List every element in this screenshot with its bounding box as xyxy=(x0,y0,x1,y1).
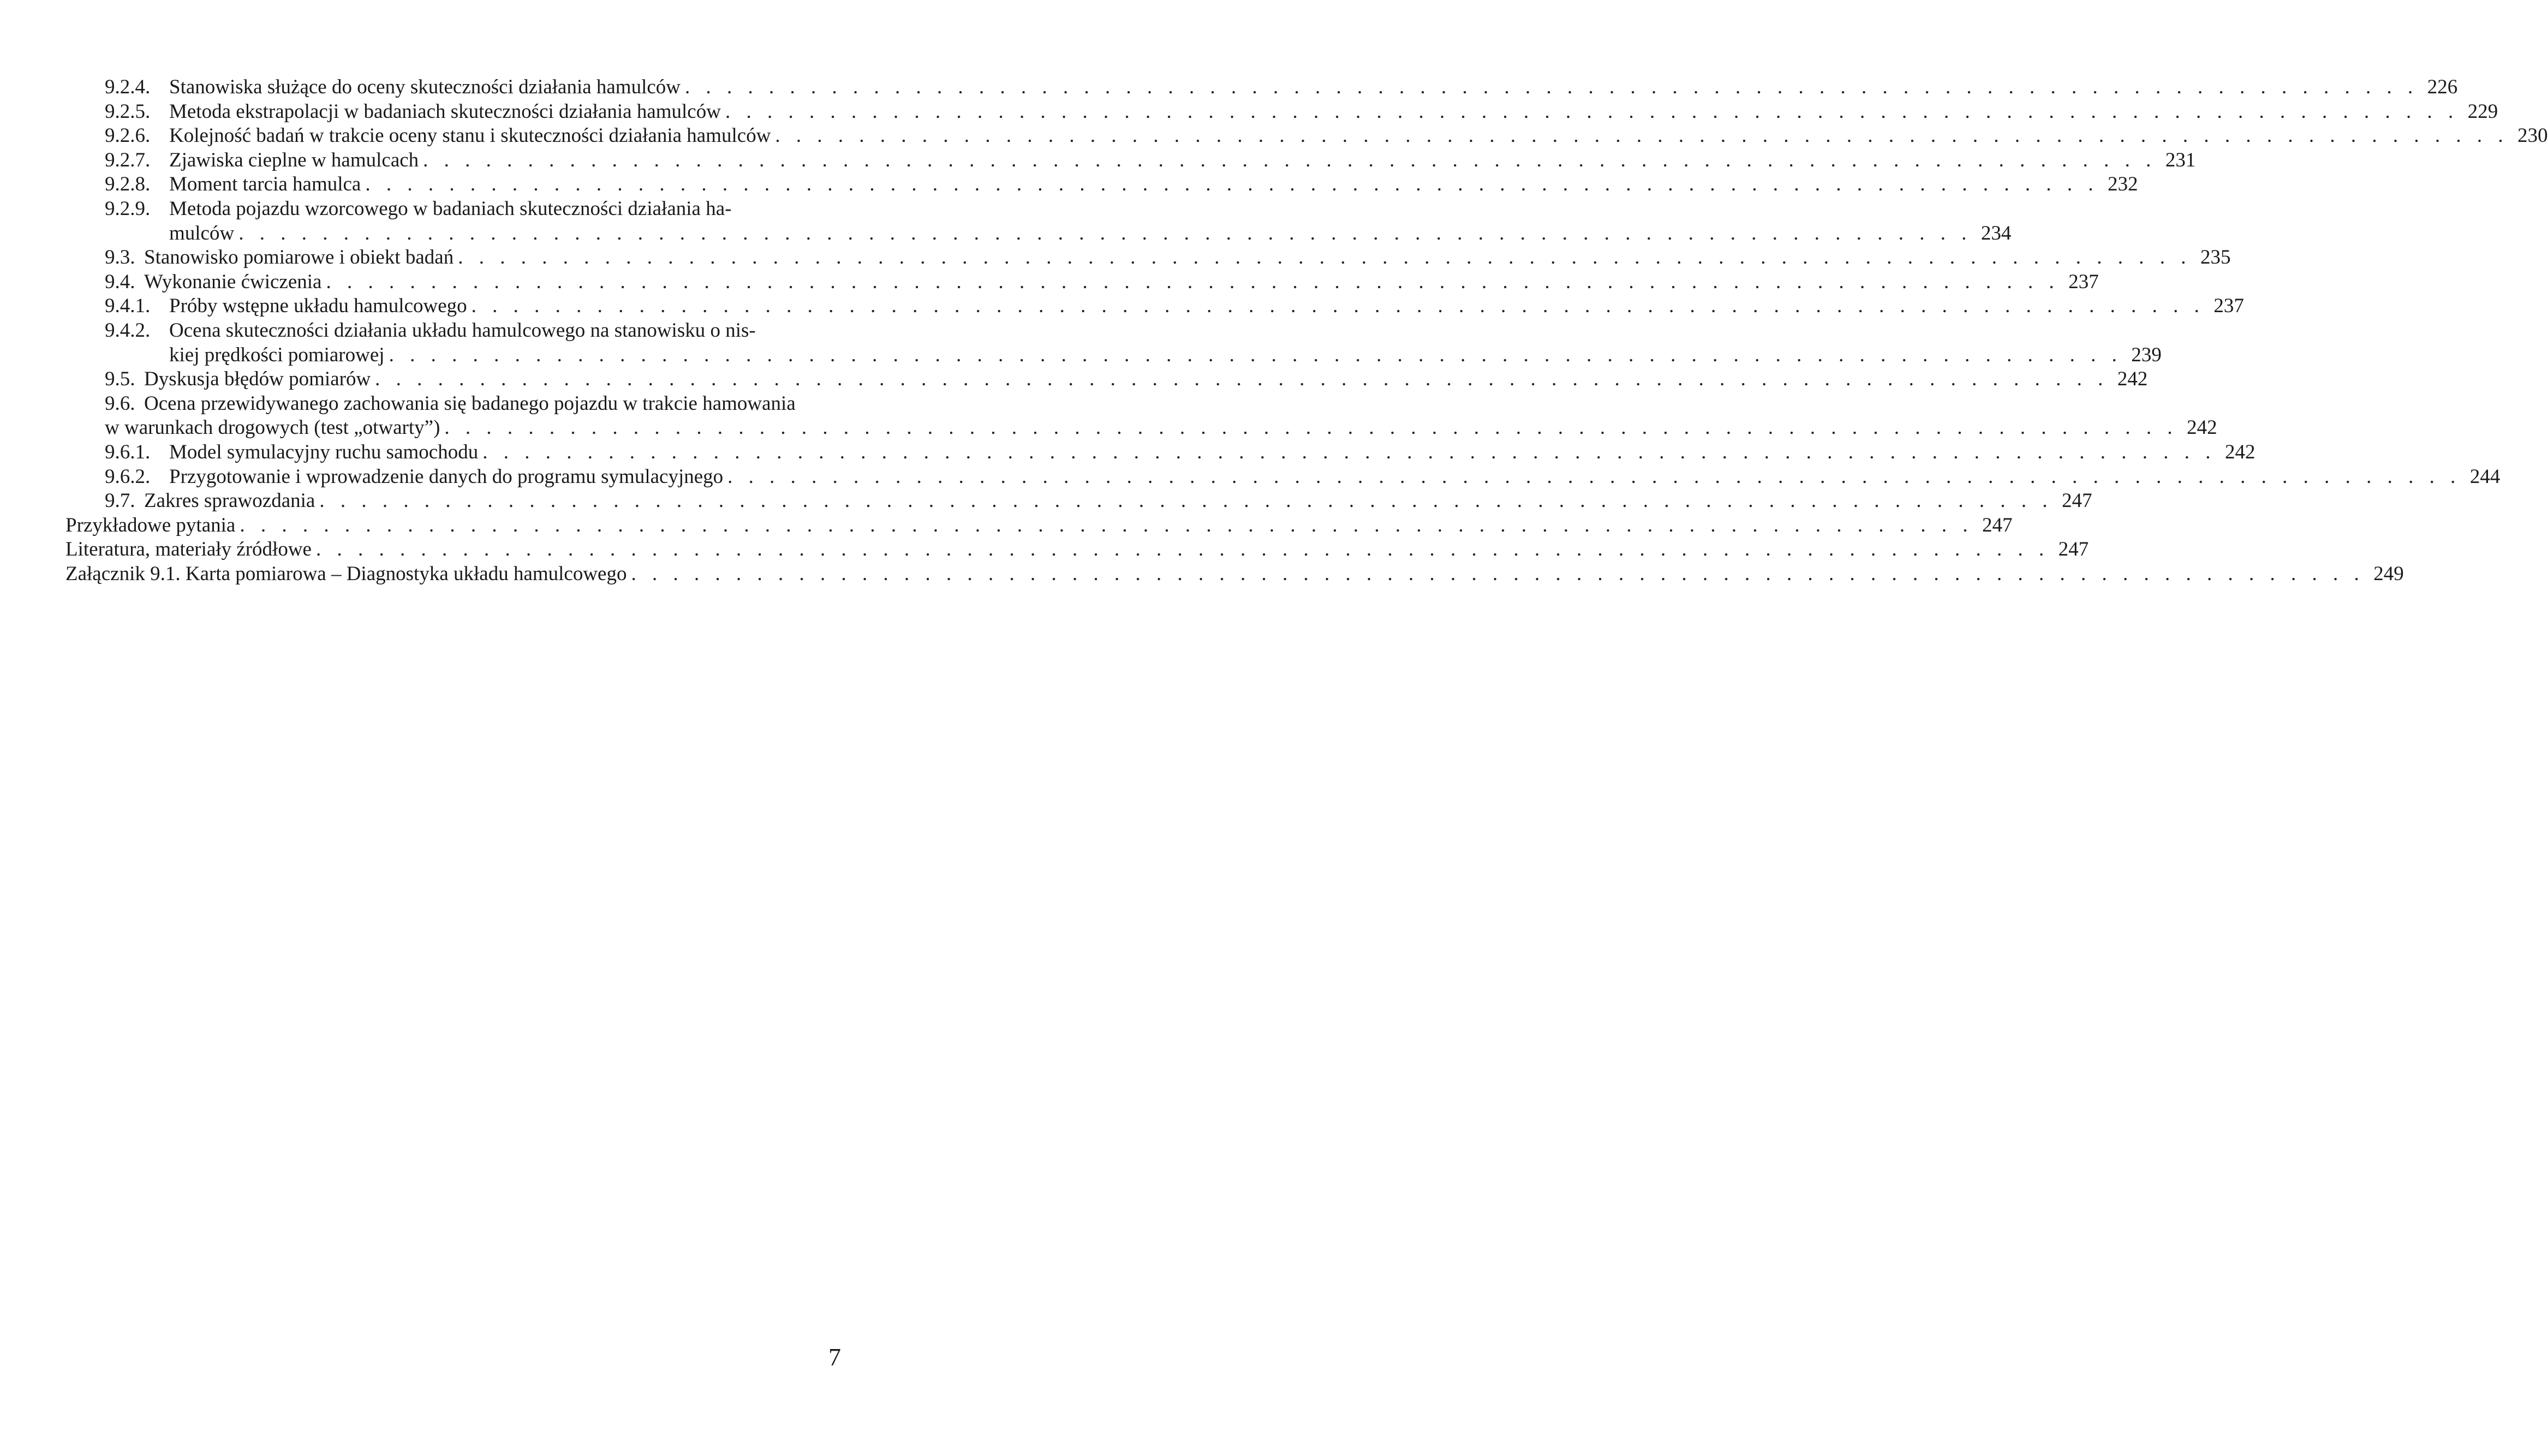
dot-leader: . . . . . . . . . . . . . . . . . . . . . . . . . . . . . . . . . . . . . . . . . . . . . . . . . . . . . . . . . . . . . . . . . . . . . . . . . . . . . . . . . . . xyxy=(315,538,2050,561)
toc-entry-page: 226 xyxy=(2427,76,2458,98)
toc-entry-title: Model symulacyjny ruchu samochodu xyxy=(169,440,479,463)
toc-entry[interactable] xyxy=(65,465,2501,490)
toc-entry-number: 9.4.1. xyxy=(105,295,151,318)
dot-leader: . . . . . . . . . . . . . . . . . . . . . . . . . . . . . . . . . . . . . . . . . . . . . . . . . . . . . . . . . . . . . . . . . . . . . . . . . . . . . . . . . . . xyxy=(240,514,1973,536)
toc-entry-title: Ocena skuteczności działania układu hamulcowego na stanowisku o nis- xyxy=(169,319,756,342)
toc-entry-title: Wykonanie ćwiczenia xyxy=(144,270,322,293)
dot-leader: . . . . . . . . . . . . . . . . . . . . . . . . . . . . . . . . . . . . . . . . . . . . . . . . . . . . . . . . . . . . . . . . . . . . . . . . . . . . . . . . . . . xyxy=(631,562,2365,585)
dot-leader: . . . . . . . . . . . . . . . . . . . . . . . . . . . . . . . . . . . . . . . . . . . . . . . . . . . . . . . . . . . . . . . . . . . . . . . . . . . . . . . . . . . xyxy=(423,148,2157,171)
toc-entry-number: 9.2.5. xyxy=(105,100,151,123)
toc-entry[interactable] xyxy=(65,197,840,222)
dot-leader: . . . . . . . . . . . . . . . . . . . . . . . . . . . . . . . . . . . . . . . . . . . . . . . . . . . . . . . . . . . . . . . . . . . . . . . . . . . . . . . . . . . xyxy=(775,124,2509,147)
toc-entry-title: Kolejność badań w trakcie oceny stanu i skuteczności działania hamulców xyxy=(169,124,771,147)
toc-entry[interactable] xyxy=(65,100,2498,124)
toc-entry[interactable] xyxy=(65,514,2013,538)
toc-entry[interactable] xyxy=(65,489,2092,514)
toc-entry-page: 234 xyxy=(1980,222,2012,244)
toc-entry-number: 9.6.2. xyxy=(105,465,151,488)
toc-entry-page: 249 xyxy=(2373,562,2404,585)
toc-entry-number: 9.6.1. xyxy=(105,440,151,463)
toc-entry[interactable] xyxy=(65,294,2244,319)
toc-entry-page: 244 xyxy=(2469,465,2501,488)
dot-leader: . . . . . . . . . . . . . . . . . . . . . . . . . . . . . . . . . . . . . . . . . . . . . . . . . . . . . . . . . . . . . . . . . . . . . . . . . . . . . . . . . . . xyxy=(471,295,2205,318)
dot-leader: . . . . . . . . . . . . . . . . . . . . . . . . . . . . . . . . . . . . . . . . . . . . . . . . . . . . . . . . . . . . . . . . . . . . . . . . . . . . . . . . . . . xyxy=(365,173,2099,196)
toc-entry-page: 239 xyxy=(2131,343,2162,366)
toc-entry-title: Moment tarcia hamulca xyxy=(169,173,361,196)
toc-entry-page: 231 xyxy=(2165,148,2196,171)
toc-entry-title: Literatura, materiały źródłowe xyxy=(65,538,312,561)
toc-entry-title: Załącznik 9.1. Karta pomiarowa – Diagnostyka układu hamulcowego xyxy=(65,562,627,585)
toc-entry-page: 247 xyxy=(2058,538,2089,561)
toc-entry-number: 9.2.7. xyxy=(105,148,151,171)
toc-entry[interactable] xyxy=(65,319,840,343)
toc-entry-title: Zakres sprawozdania xyxy=(144,490,315,512)
toc-entry-number: 9.4.2. xyxy=(105,319,151,342)
toc-entry[interactable] xyxy=(65,392,840,416)
toc-entry-number: 9.2.4. xyxy=(105,76,151,98)
toc-entry-title: Zjawiska cieplne w hamulcach xyxy=(169,148,419,171)
dot-leader: . . . . . . . . . . . . . . . . . . . . . . . . . . . . . . . . . . . . . . . . . . . . . . . . . . . . . . . . . . . . . . . . . . . . . . . . . . . . . . . . . . . xyxy=(319,490,2053,512)
dot-leader: . . . . . . . . . . . . . . . . . . . . . . . . . . . . . . . . . . . . . . . . . . . . . . . . . . . . . . . . . . . . . . . . . . . . . . . . . . . . . . . . . . . xyxy=(444,416,2178,439)
toc-entry-page: 229 xyxy=(2467,100,2498,123)
page-number: 7 xyxy=(828,1343,841,1371)
toc-entry[interactable] xyxy=(65,222,2012,246)
toc-entry-number: 9.7. xyxy=(105,490,135,512)
toc-entry-page: 235 xyxy=(2200,246,2231,269)
dot-leader: . . . . . . . . . . . . . . . . . . . . . . . . . . . . . . . . . . . . . . . . . . . . . . . . . . . . . . . . . . . . . . . . . . . . . . . . . . . . . . . . . . . xyxy=(389,343,2122,366)
toc-entry-title: Przygotowanie i wprowadzenie danych do programu symulacyjnego xyxy=(169,465,724,488)
table-of-contents xyxy=(65,75,2548,586)
toc-entry-page: 237 xyxy=(2213,295,2244,318)
dot-leader: . . . . . . . . . . . . . . . . . . . . . . . . . . . . . . . . . . . . . . . . . . . . . . . . . . . . . . . . . . . . . . . . . . . . . . . . . . . . . . . . . . . xyxy=(458,246,2192,269)
toc-entry[interactable] xyxy=(65,440,2255,465)
toc-entry-title: Próby wstępne układu hamulcowego xyxy=(169,295,467,318)
toc-entry-title: Stanowisko pomiarowe i obiekt badań xyxy=(144,246,454,269)
toc-entry-page: 242 xyxy=(2224,440,2255,463)
toc-entry-page: 247 xyxy=(1982,514,2013,536)
toc-entry-number: 9.6. xyxy=(105,392,135,415)
toc-entry[interactable] xyxy=(65,343,2162,368)
toc-entry[interactable] xyxy=(65,172,2138,197)
dot-leader: . . . . . . . . . . . . . . . . . . . . . . . . . . . . . . . . . . . . . . . . . . . . . . . . . . . . . . . . . . . . . . . . . . . . . . . . . . . . . . . . . . . xyxy=(725,100,2459,123)
toc-entry[interactable] xyxy=(65,246,2231,270)
toc-entry-page: 237 xyxy=(2068,270,2099,293)
toc-entry-title-continuation: w warunkach drogowych (test „otwarty”) xyxy=(105,416,440,439)
toc-entry-title: Stanowiska służące do oceny skuteczności działania hamulców xyxy=(169,76,681,98)
toc-entry-page: 230 xyxy=(2517,124,2548,147)
toc-entry-title: Metoda ekstrapolacji w badaniach skuteczności działania hamulców xyxy=(169,100,721,123)
toc-entry-title: Dyskusja błędów pomiarów xyxy=(144,368,371,391)
toc-entry[interactable] xyxy=(65,562,2404,587)
toc-entry-number: 9.2.9. xyxy=(105,197,151,220)
toc-entry-title: Ocena przewidywanego zachowania się badanego pojazdu w trakcie hamowania xyxy=(144,392,796,415)
dot-leader: . . . . . . . . . . . . . . . . . . . . . . . . . . . . . . . . . . . . . . . . . . . . . . . . . . . . . . . . . . . . . . . . . . . . . . . . . . . . . . . . . . . xyxy=(326,270,2060,293)
dot-leader: . . . . . . . . . . . . . . . . . . . . . . . . . . . . . . . . . . . . . . . . . . . . . . . . . . . . . . . . . . . . . . . . . . . . . . . . . . . . . . . . . . . xyxy=(685,76,2419,98)
dot-leader: . . . . . . . . . . . . . . . . . . . . . . . . . . . . . . . . . . . . . . . . . . . . . . . . . . . . . . . . . . . . . . . . . . . . . . . . . . . . . . . . . . . xyxy=(727,465,2461,488)
toc-entry-page: 242 xyxy=(2117,368,2148,391)
toc-entry-number: 9.5. xyxy=(105,368,135,391)
toc-entry-page: 232 xyxy=(2108,173,2138,196)
toc-entry-number: 9.2.8. xyxy=(105,173,151,196)
toc-entry-page: 242 xyxy=(2187,416,2217,439)
toc-entry[interactable] xyxy=(65,75,2458,100)
toc-entry-number: 9.3. xyxy=(105,246,135,269)
toc-entry-title: Metoda pojazdu wzorcowego w badaniach skuteczności działania ha- xyxy=(169,197,732,220)
dot-leader: . . . . . . . . . . . . . . . . . . . . . . . . . . . . . . . . . . . . . . . . . . . . . . . . . . . . . . . . . . . . . . . . . . . . . . . . . . . . . . . . . . . xyxy=(375,368,2109,391)
toc-entry[interactable] xyxy=(65,416,2217,440)
toc-entry[interactable] xyxy=(65,367,2148,392)
toc-entry-title-continuation: mulców xyxy=(169,222,235,244)
toc-entry-title-continuation: kiej prędkości pomiarowej xyxy=(169,343,385,366)
toc-entry-page: 247 xyxy=(2062,490,2092,512)
toc-entry[interactable] xyxy=(65,148,2196,173)
toc-entry-title: Przykładowe pytania xyxy=(65,514,236,536)
toc-entry-number: 9.4. xyxy=(105,270,135,293)
toc-entry[interactable] xyxy=(65,270,2099,295)
dot-leader: . . . . . . . . . . . . . . . . . . . . . . . . . . . . . . . . . . . . . . . . . . . . . . . . . . . . . . . . . . . . . . . . . . . . . . . . . . . . . . . . . . . xyxy=(482,440,2216,463)
toc-entry[interactable] xyxy=(65,538,2089,562)
toc-entry-number: 9.2.6. xyxy=(105,124,151,147)
dot-leader: . . . . . . . . . . . . . . . . . . . . . . . . . . . . . . . . . . . . . . . . . . . . . . . . . . . . . . . . . . . . . . . . . . . . . . . . . . . . . . . . . . . xyxy=(238,222,1972,244)
toc-entry[interactable] xyxy=(65,124,2548,148)
